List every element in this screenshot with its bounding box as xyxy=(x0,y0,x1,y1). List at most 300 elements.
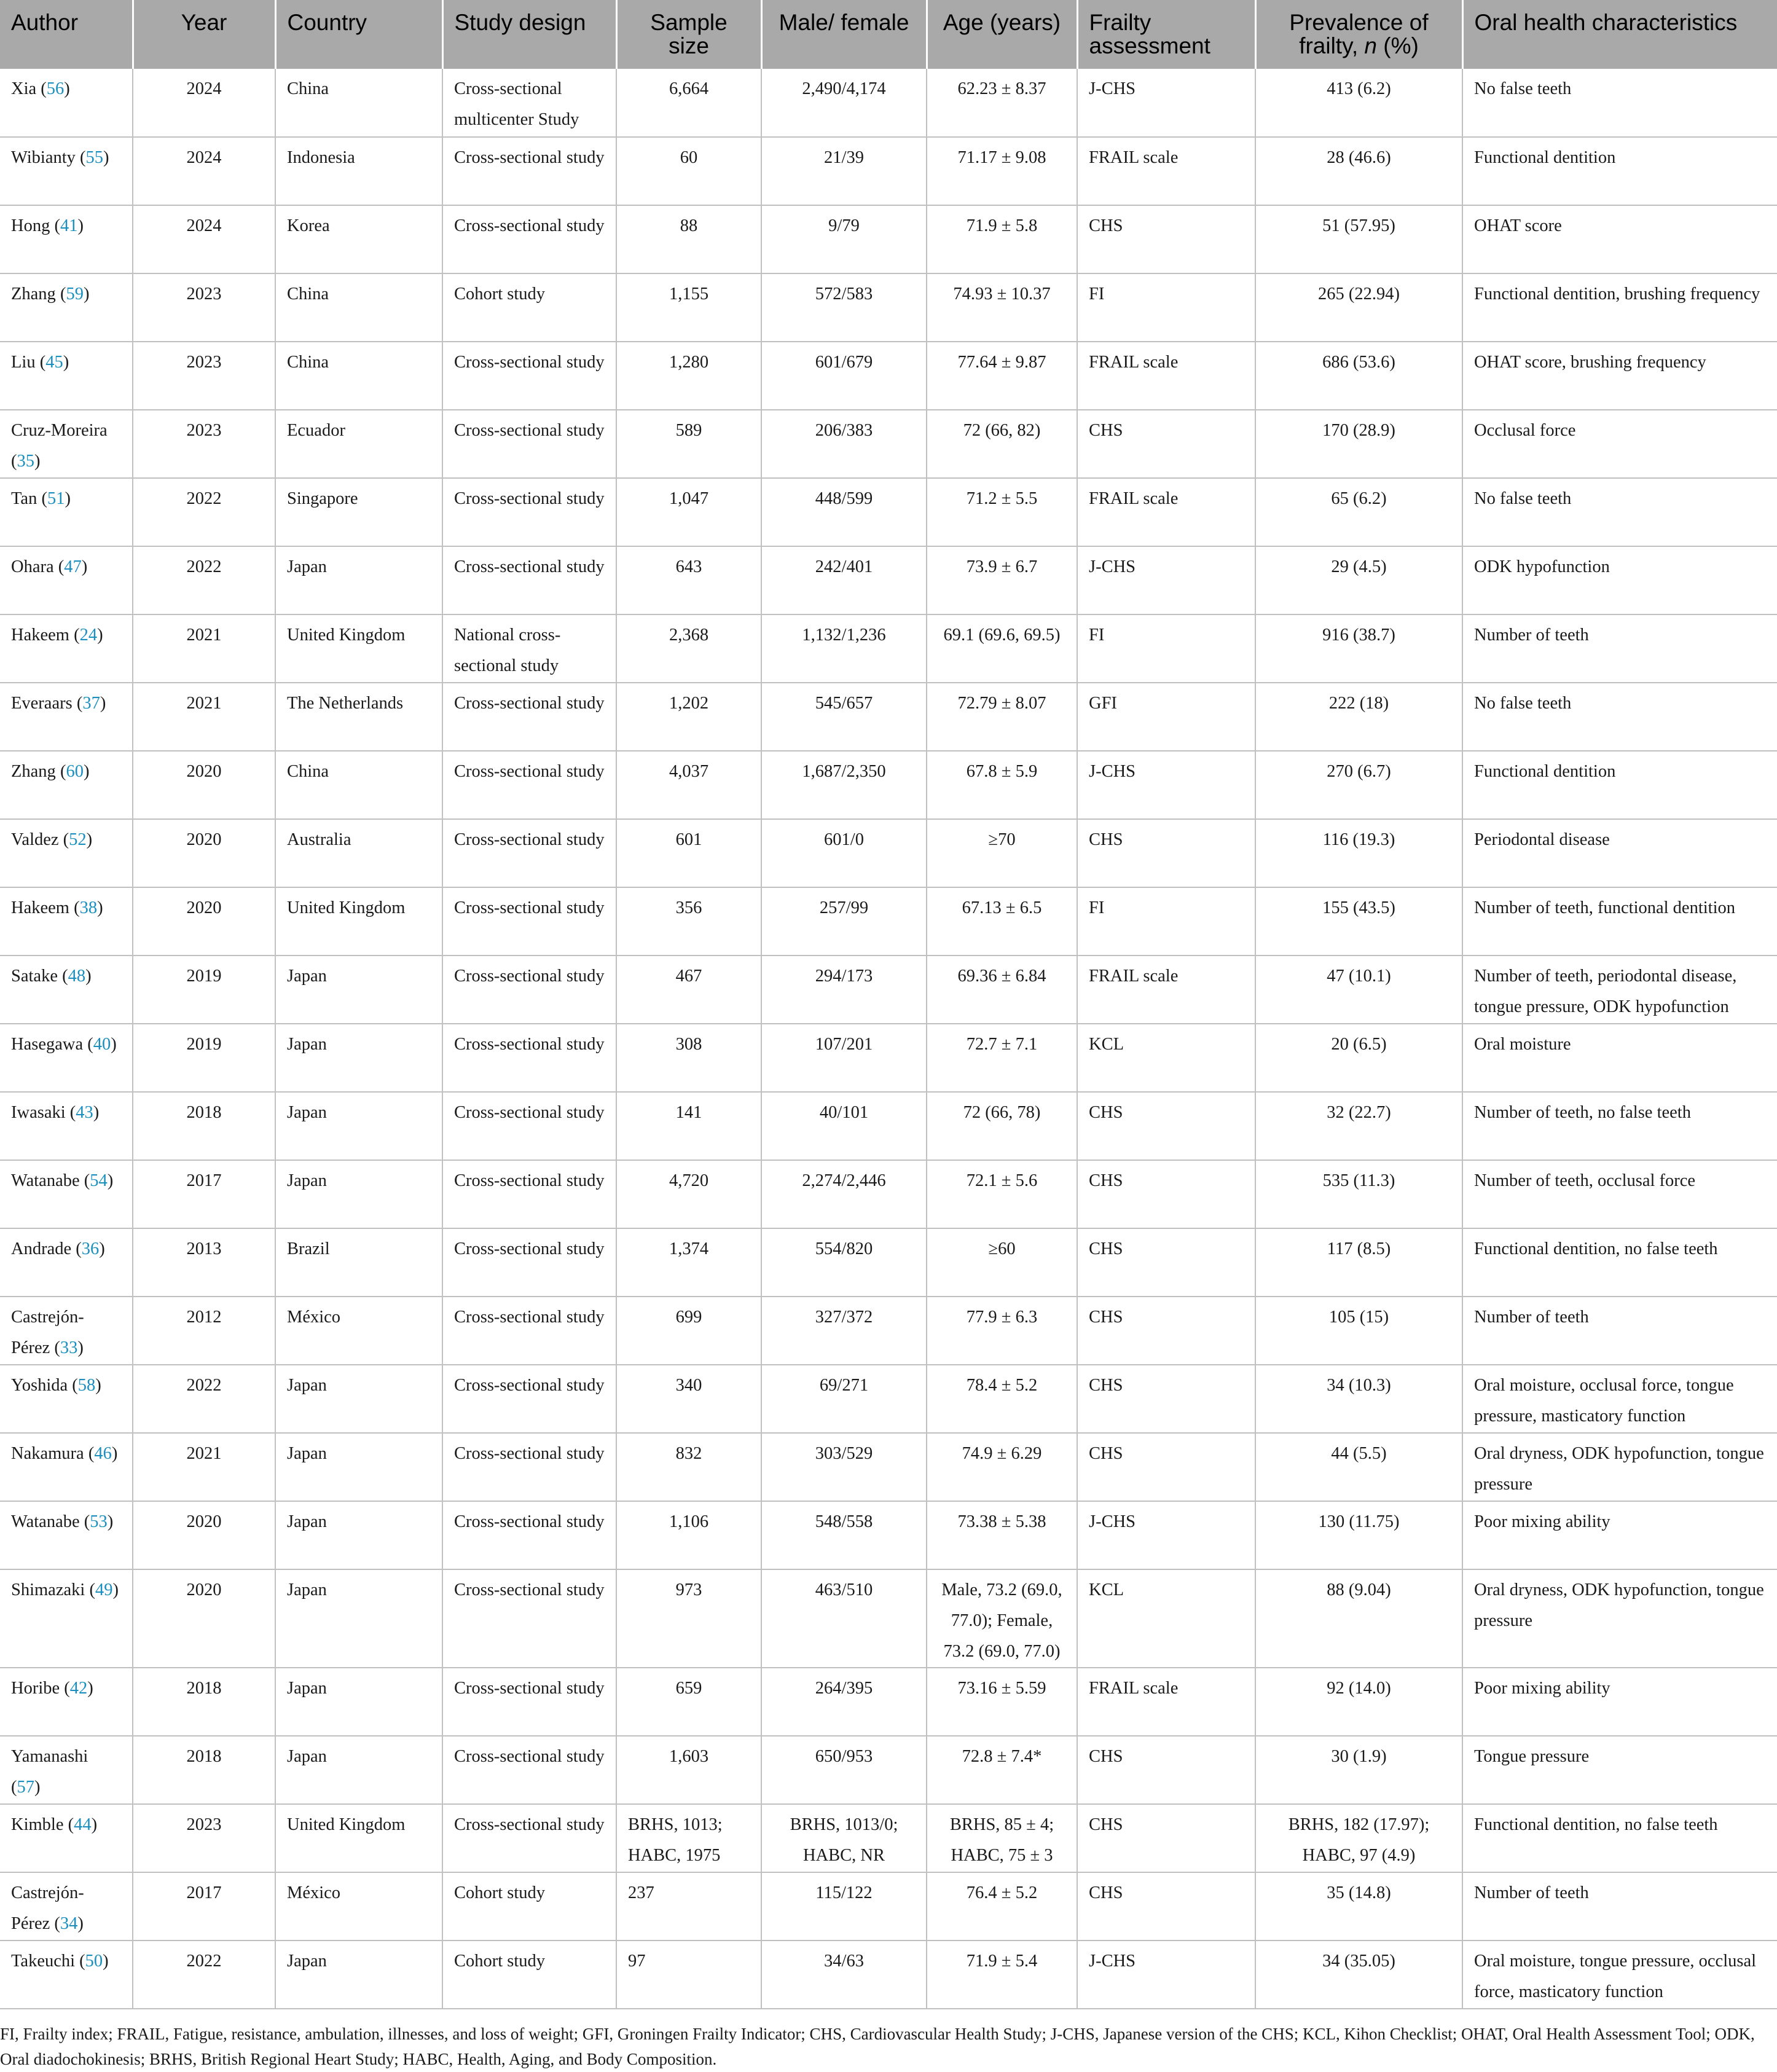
reference-link[interactable]: 47 xyxy=(64,557,82,576)
cell-study-design: Cross-sectional study xyxy=(442,819,616,887)
reference-link[interactable]: 60 xyxy=(66,762,84,781)
cell-frailty-assessment: CHS xyxy=(1077,1228,1255,1297)
author-name: Watanabe xyxy=(11,1171,80,1190)
cell-author: Yoshida (58) xyxy=(0,1365,133,1433)
cell-frailty-assessment: FRAIL scale xyxy=(1077,956,1255,1024)
cell-sample-size: 699 xyxy=(616,1297,761,1365)
cell-study-design: Cross-sectional study xyxy=(442,478,616,546)
cell-country: Australia xyxy=(275,819,442,887)
cell-oral-health: ODK hypofunction xyxy=(1462,546,1777,614)
table-row xyxy=(0,342,1777,410)
cell-study-design: Cross-sectional study xyxy=(442,1501,616,1569)
cell-year: 2017 xyxy=(133,1160,275,1228)
cell-age: 73.38 ± 5.38 xyxy=(927,1501,1077,1569)
cell-oral-health: OHAT score xyxy=(1462,205,1777,273)
cell-prevalence: 92 (14.0) xyxy=(1255,1668,1462,1736)
cell-study-design: Cross-sectional study xyxy=(442,1433,616,1501)
cell-prevalence: 155 (43.5) xyxy=(1255,887,1462,956)
cell-sample-size: 643 xyxy=(616,546,761,614)
cell-study-design: Cross-sectional study xyxy=(442,1160,616,1228)
cell-sample-size: 1,106 xyxy=(616,1501,761,1569)
cell-country: China xyxy=(275,751,442,819)
author-name: Watanabe xyxy=(11,1512,80,1531)
cell-author: Everaars (37) xyxy=(0,683,133,751)
cell-author: Shimazaki (49) xyxy=(0,1569,133,1668)
cell-country: México xyxy=(275,1297,442,1365)
cell-oral-health: Number of teeth, no false teeth xyxy=(1462,1092,1777,1160)
author-name: Kimble xyxy=(11,1815,64,1834)
author-name: Tan xyxy=(11,489,37,508)
cell-study-design: Cross-sectional study xyxy=(442,1092,616,1160)
cell-study-design: Cohort study xyxy=(442,1872,616,1941)
cell-country: Singapore xyxy=(275,478,442,546)
cell-year: 2022 xyxy=(133,478,275,546)
cell-year: 2023 xyxy=(133,342,275,410)
cell-country: Japan xyxy=(275,1941,442,2009)
cell-year: 2012 xyxy=(133,1297,275,1365)
cell-study-design: Cross-sectional multicenter Study xyxy=(442,69,616,137)
cell-study-design: Cross-sectional study xyxy=(442,683,616,751)
cell-author: Cruz-Moreira (35) xyxy=(0,410,133,478)
reference-link[interactable]: 38 xyxy=(79,898,98,917)
cell-male-female: 572/583 xyxy=(761,273,927,342)
cell-year: 2022 xyxy=(133,1365,275,1433)
cell-age: 72 (66, 78) xyxy=(927,1092,1077,1160)
reference-link[interactable]: 56 xyxy=(46,79,65,98)
reference-link[interactable]: 52 xyxy=(69,830,87,849)
cell-author: Liu (45) xyxy=(0,342,133,410)
cell-study-design: Cross-sectional study xyxy=(442,546,616,614)
cell-year: 2023 xyxy=(133,273,275,342)
cell-author: Kimble (44) xyxy=(0,1804,133,1872)
author-name: Yamanashi xyxy=(11,1747,88,1766)
author-name: Andrade xyxy=(11,1239,72,1258)
cell-frailty-assessment: CHS xyxy=(1077,1092,1255,1160)
cell-sample-size: 1,280 xyxy=(616,342,761,410)
cell-male-female: 69/271 xyxy=(761,1365,927,1433)
cell-study-design: Cross-sectional study xyxy=(442,205,616,273)
table-row xyxy=(0,69,1777,137)
cell-sample-size: 88 xyxy=(616,205,761,273)
cell-prevalence: 265 (22.94) xyxy=(1255,273,1462,342)
cell-sample-size: 6,664 xyxy=(616,69,761,137)
cell-year: 2019 xyxy=(133,1024,275,1092)
cell-oral-health: Number of teeth, periodontal disease, tongue pressure, ODK hypofunction xyxy=(1462,956,1777,1024)
cell-male-female: 242/401 xyxy=(761,546,927,614)
cell-study-design: Cross-sectional study xyxy=(442,1736,616,1804)
cell-year: 2021 xyxy=(133,614,275,683)
cell-age: 73.9 ± 6.7 xyxy=(927,546,1077,614)
cell-country: Japan xyxy=(275,1160,442,1228)
cell-oral-health: Oral moisture, occlusal force, tongue pressure, masticatory function xyxy=(1462,1365,1777,1433)
cell-year: 2019 xyxy=(133,956,275,1024)
cell-author: Xia (56) xyxy=(0,69,133,137)
header-prevalence: Prevalence of frailty, n (%) xyxy=(1255,0,1462,69)
cell-oral-health: Number of teeth xyxy=(1462,614,1777,683)
cell-study-design: Cross-sectional study xyxy=(442,1228,616,1297)
cell-male-female: 9/79 xyxy=(761,205,927,273)
cell-year: 2023 xyxy=(133,410,275,478)
cell-frailty-assessment: CHS xyxy=(1077,1365,1255,1433)
cell-year: 2021 xyxy=(133,683,275,751)
author-name: Liu xyxy=(11,353,36,372)
reference-link[interactable]: 34 xyxy=(60,1914,78,1933)
cell-oral-health: Functional dentition xyxy=(1462,751,1777,819)
table-row xyxy=(0,1365,1777,1433)
cell-age: 74.9 ± 6.29 xyxy=(927,1433,1077,1501)
author-name: Hong xyxy=(11,216,50,235)
cell-sample-size: 1,047 xyxy=(616,478,761,546)
cell-frailty-assessment: CHS xyxy=(1077,1297,1255,1365)
reference-link[interactable]: 51 xyxy=(47,489,65,508)
cell-oral-health: Oral moisture, tongue pressure, occlusal force, masticatory function xyxy=(1462,1941,1777,2009)
cell-age: 73.16 ± 5.59 xyxy=(927,1668,1077,1736)
cell-country: United Kingdom xyxy=(275,1804,442,1872)
cell-frailty-assessment: CHS xyxy=(1077,1872,1255,1941)
author-name: Nakamura xyxy=(11,1444,84,1463)
cell-oral-health: No false teeth xyxy=(1462,683,1777,751)
cell-country: United Kingdom xyxy=(275,614,442,683)
author-name: Hasegawa xyxy=(11,1035,84,1054)
table-row xyxy=(0,273,1777,342)
header-row xyxy=(0,0,1777,69)
cell-age: Male, 73.2 (69.0, 77.0); Female, 73.2 (69.0, 77.0) xyxy=(927,1569,1077,1668)
cell-sample-size: 659 xyxy=(616,1668,761,1736)
reference-link[interactable]: 57 xyxy=(17,1778,34,1797)
cell-study-design: Cross-sectional study xyxy=(442,410,616,478)
cell-author: Zhang (60) xyxy=(0,751,133,819)
cell-age: ≥60 xyxy=(927,1228,1077,1297)
cell-age: 67.13 ± 6.5 xyxy=(927,887,1077,956)
cell-year: 2020 xyxy=(133,1569,275,1668)
reference-link[interactable]: 45 xyxy=(45,353,63,372)
cell-frailty-assessment: FI xyxy=(1077,887,1255,956)
cell-sample-size: 237 xyxy=(616,1872,761,1941)
reference-link[interactable]: 59 xyxy=(66,285,84,304)
table-row xyxy=(0,1736,1777,1804)
table-row xyxy=(0,1501,1777,1569)
cell-country: Korea xyxy=(275,205,442,273)
cell-male-female: BRHS, 1013/0; HABC, NR xyxy=(761,1804,927,1872)
cell-study-design: Cross-sectional study xyxy=(442,887,616,956)
cell-country: United Kingdom xyxy=(275,887,442,956)
cell-sample-size: 589 xyxy=(616,410,761,478)
author-name: Wibianty xyxy=(11,148,76,167)
cell-frailty-assessment: CHS xyxy=(1077,819,1255,887)
author-name: Hakeem xyxy=(11,898,69,917)
cell-prevalence: BRHS, 182 (17.97); HABC, 97 (4.9) xyxy=(1255,1804,1462,1872)
cell-age: 72.8 ± 7.4* xyxy=(927,1736,1077,1804)
cell-oral-health: Periodontal disease xyxy=(1462,819,1777,887)
cell-male-female: 115/122 xyxy=(761,1872,927,1941)
reference-link[interactable]: 49 xyxy=(95,1580,113,1599)
cell-author: Hakeem (24) xyxy=(0,614,133,683)
cell-age: 72.7 ± 7.1 xyxy=(927,1024,1077,1092)
cell-male-female: 2,274/2,446 xyxy=(761,1160,927,1228)
cell-male-female: 548/558 xyxy=(761,1501,927,1569)
cell-prevalence: 130 (11.75) xyxy=(1255,1501,1462,1569)
cell-age: 71.2 ± 5.5 xyxy=(927,478,1077,546)
cell-age: 69.36 ± 6.84 xyxy=(927,956,1077,1024)
cell-frailty-assessment: FRAIL scale xyxy=(1077,478,1255,546)
cell-study-design: Cross-sectional study xyxy=(442,956,616,1024)
cell-oral-health: Occlusal force xyxy=(1462,410,1777,478)
cell-prevalence: 117 (8.5) xyxy=(1255,1228,1462,1297)
table-row xyxy=(0,956,1777,1024)
author-name: Horibe xyxy=(11,1679,60,1698)
cell-age: 62.23 ± 8.37 xyxy=(927,69,1077,137)
reference-link[interactable]: 42 xyxy=(69,1679,88,1698)
reference-link[interactable]: 41 xyxy=(60,216,78,235)
reference-link[interactable]: 44 xyxy=(74,1815,92,1834)
cell-oral-health: No false teeth xyxy=(1462,69,1777,137)
reference-link[interactable]: 33 xyxy=(60,1338,78,1357)
cell-year: 2020 xyxy=(133,887,275,956)
cell-oral-health: Functional dentition, no false teeth xyxy=(1462,1228,1777,1297)
cell-oral-health: Poor mixing ability xyxy=(1462,1668,1777,1736)
cell-country: China xyxy=(275,342,442,410)
cell-frailty-assessment: CHS xyxy=(1077,205,1255,273)
cell-male-female: 264/395 xyxy=(761,1668,927,1736)
cell-country: Japan xyxy=(275,1736,442,1804)
cell-author: Wibianty (55) xyxy=(0,137,133,205)
cell-frailty-assessment: J-CHS xyxy=(1077,69,1255,137)
cell-author: Horibe (42) xyxy=(0,1668,133,1736)
table-row xyxy=(0,410,1777,478)
cell-prevalence: 32 (22.7) xyxy=(1255,1092,1462,1160)
reference-link[interactable]: 24 xyxy=(79,626,98,645)
table-row xyxy=(0,1228,1777,1297)
cell-country: Japan xyxy=(275,1092,442,1160)
reference-link[interactable]: 55 xyxy=(85,148,104,167)
cell-study-design: Cross-sectional study xyxy=(442,1024,616,1092)
table-row xyxy=(0,614,1777,683)
cell-sample-size: 467 xyxy=(616,956,761,1024)
cell-male-female: 601/679 xyxy=(761,342,927,410)
cell-oral-health: Poor mixing ability xyxy=(1462,1501,1777,1569)
cell-male-female: 601/0 xyxy=(761,819,927,887)
cell-frailty-assessment: FI xyxy=(1077,273,1255,342)
author-name: Zhang xyxy=(11,762,56,781)
cell-oral-health: Oral dryness, ODK hypofunction, tongue pressure xyxy=(1462,1433,1777,1501)
cell-frailty-assessment: CHS xyxy=(1077,1804,1255,1872)
cell-year: 2022 xyxy=(133,546,275,614)
cell-prevalence: 413 (6.2) xyxy=(1255,69,1462,137)
table-row xyxy=(0,137,1777,205)
reference-link[interactable]: 36 xyxy=(81,1239,100,1258)
cell-frailty-assessment: CHS xyxy=(1077,410,1255,478)
cell-prevalence: 105 (15) xyxy=(1255,1297,1462,1365)
cell-country: China xyxy=(275,273,442,342)
header-sample-size: Sample size xyxy=(616,0,761,69)
cell-sample-size: 1,202 xyxy=(616,683,761,751)
cell-prevalence: 51 (57.95) xyxy=(1255,205,1462,273)
cell-author: Ohara (47) xyxy=(0,546,133,614)
reference-link[interactable]: 58 xyxy=(77,1376,96,1395)
cell-male-female: 2,490/4,174 xyxy=(761,69,927,137)
cell-author: Hakeem (38) xyxy=(0,887,133,956)
cell-study-design: Cross-sectional study xyxy=(442,137,616,205)
table-row xyxy=(0,683,1777,751)
author-name: Xia xyxy=(11,79,37,98)
cell-year: 2018 xyxy=(133,1668,275,1736)
author-name: Castrejón-Pérez xyxy=(11,1883,84,1933)
author-name: Castrejón-Pérez xyxy=(11,1308,84,1357)
cell-prevalence: 34 (10.3) xyxy=(1255,1365,1462,1433)
cell-age: 72.1 ± 5.6 xyxy=(927,1160,1077,1228)
reference-link[interactable]: 48 xyxy=(68,967,86,986)
header-frailty-assessment: Frailty assessment xyxy=(1077,0,1255,69)
cell-male-female: 34/63 xyxy=(761,1941,927,2009)
cell-author: Castrejón-Pérez (33) xyxy=(0,1297,133,1365)
cell-country: Japan xyxy=(275,1024,442,1092)
author-name: Yoshida xyxy=(11,1376,68,1395)
table-row xyxy=(0,819,1777,887)
cell-oral-health: Number of teeth, functional dentition xyxy=(1462,887,1777,956)
author-name: Satake xyxy=(11,967,58,986)
cell-country: Japan xyxy=(275,1668,442,1736)
cell-year: 2013 xyxy=(133,1228,275,1297)
author-name: Valdez xyxy=(11,830,59,849)
cell-year: 2024 xyxy=(133,69,275,137)
cell-frailty-assessment: CHS xyxy=(1077,1160,1255,1228)
cell-age: ≥70 xyxy=(927,819,1077,887)
cell-year: 2017 xyxy=(133,1872,275,1941)
cell-frailty-assessment: KCL xyxy=(1077,1569,1255,1668)
cell-year: 2024 xyxy=(133,205,275,273)
cell-author: Tan (51) xyxy=(0,478,133,546)
cell-country: Japan xyxy=(275,1501,442,1569)
cell-author: Watanabe (53) xyxy=(0,1501,133,1569)
author-name: Cruz-Moreira xyxy=(11,421,108,440)
cell-male-female: 554/820 xyxy=(761,1228,927,1297)
table-row xyxy=(0,1872,1777,1941)
header-oral-health: Oral health characteristics xyxy=(1462,0,1777,69)
cell-frailty-assessment: J-CHS xyxy=(1077,751,1255,819)
cell-oral-health: Tongue pressure xyxy=(1462,1736,1777,1804)
cell-age: 69.1 (69.6, 69.5) xyxy=(927,614,1077,683)
reference-link[interactable]: 53 xyxy=(90,1512,108,1531)
cell-author: Castrejón-Pérez (34) xyxy=(0,1872,133,1941)
cell-year: 2024 xyxy=(133,137,275,205)
reference-link[interactable]: 37 xyxy=(82,694,100,713)
cell-author: Andrade (36) xyxy=(0,1228,133,1297)
cell-prevalence: 47 (10.1) xyxy=(1255,956,1462,1024)
cell-age: 77.64 ± 9.87 xyxy=(927,342,1077,410)
cell-sample-size: 356 xyxy=(616,887,761,956)
cell-prevalence: 270 (6.7) xyxy=(1255,751,1462,819)
cell-sample-size: 97 xyxy=(616,1941,761,2009)
table-row xyxy=(0,887,1777,956)
cell-sample-size: 60 xyxy=(616,137,761,205)
reference-link[interactable]: 54 xyxy=(90,1171,108,1190)
cell-study-design: Cross-sectional study xyxy=(442,1668,616,1736)
cell-year: 2020 xyxy=(133,1501,275,1569)
cell-age: 78.4 ± 5.2 xyxy=(927,1365,1077,1433)
cell-study-design: Cohort study xyxy=(442,1941,616,2009)
cell-male-female: 545/657 xyxy=(761,683,927,751)
cell-sample-size: 1,155 xyxy=(616,273,761,342)
cell-sample-size: 1,603 xyxy=(616,1736,761,1804)
cell-oral-health: Number of teeth xyxy=(1462,1297,1777,1365)
cell-frailty-assessment: J-CHS xyxy=(1077,546,1255,614)
cell-study-design: Cross-sectional study xyxy=(442,1804,616,1872)
reference-link[interactable]: 35 xyxy=(17,452,34,471)
table-row xyxy=(0,205,1777,273)
cell-frailty-assessment: FRAIL scale xyxy=(1077,137,1255,205)
table-row xyxy=(0,1297,1777,1365)
table-footnote: FI, Frailty index; FRAIL, Fatigue, resistance, ambulation, illnesses, and loss of weight; GFI, Groningen Frailty Indicator; CHS, Cardiovascular Health Study; J-CHS, Japanese version of the CHS; KCL, Kihon Checklist; OHAT, Oral Health Assessment Tool; ODK, Oral diadochokinesis; BRHS, British Regional Heart Study; HABC, Health, Aging, and Body Composition. xyxy=(0,2025,1755,2068)
cell-country: Brazil xyxy=(275,1228,442,1297)
cell-study-design: National cross-sectional study xyxy=(442,614,616,683)
cell-frailty-assessment: FRAIL scale xyxy=(1077,342,1255,410)
cell-age: 77.9 ± 6.3 xyxy=(927,1297,1077,1365)
cell-oral-health: OHAT score, brushing frequency xyxy=(1462,342,1777,410)
cell-oral-health: Number of teeth xyxy=(1462,1872,1777,1941)
header-age: Age (years) xyxy=(927,0,1077,69)
cell-study-design: Cross-sectional study xyxy=(442,342,616,410)
table-row xyxy=(0,1092,1777,1160)
cell-oral-health: Functional dentition xyxy=(1462,137,1777,205)
header-year: Year xyxy=(133,0,275,69)
author-name: Iwasaki xyxy=(11,1103,66,1122)
cell-male-female: 650/953 xyxy=(761,1736,927,1804)
cell-author: Nakamura (46) xyxy=(0,1433,133,1501)
cell-age: BRHS, 85 ± 4; HABC, 75 ± 3 xyxy=(927,1804,1077,1872)
reference-link[interactable]: 46 xyxy=(94,1444,112,1463)
cell-male-female: 303/529 xyxy=(761,1433,927,1501)
cell-age: 72 (66, 82) xyxy=(927,410,1077,478)
table-row xyxy=(0,1569,1777,1668)
cell-prevalence: 28 (46.6) xyxy=(1255,137,1462,205)
cell-male-female: 1,687/2,350 xyxy=(761,751,927,819)
cell-sample-size: 4,720 xyxy=(616,1160,761,1228)
cell-oral-health: Functional dentition, brushing frequency xyxy=(1462,273,1777,342)
cell-year: 2021 xyxy=(133,1433,275,1501)
cell-study-design: Cross-sectional study xyxy=(442,1569,616,1668)
cell-country: México xyxy=(275,1872,442,1941)
table-row xyxy=(0,1804,1777,1872)
cell-sample-size: 601 xyxy=(616,819,761,887)
cell-frailty-assessment: GFI xyxy=(1077,683,1255,751)
reference-link[interactable]: 40 xyxy=(93,1035,111,1054)
table-row xyxy=(0,751,1777,819)
cell-prevalence: 20 (6.5) xyxy=(1255,1024,1462,1092)
cell-year: 2023 xyxy=(133,1804,275,1872)
cell-male-female: 294/173 xyxy=(761,956,927,1024)
cell-prevalence: 34 (35.05) xyxy=(1255,1941,1462,2009)
cell-frailty-assessment: J-CHS xyxy=(1077,1941,1255,2009)
cell-male-female: 21/39 xyxy=(761,137,927,205)
cell-year: 2018 xyxy=(133,1092,275,1160)
cell-prevalence: 170 (28.9) xyxy=(1255,410,1462,478)
cell-country: Indonesia xyxy=(275,137,442,205)
reference-link[interactable]: 50 xyxy=(85,1952,103,1971)
cell-sample-size: 141 xyxy=(616,1092,761,1160)
table-row xyxy=(0,478,1777,546)
cell-prevalence: 88 (9.04) xyxy=(1255,1569,1462,1668)
cell-prevalence: 686 (53.6) xyxy=(1255,342,1462,410)
cell-author: Satake (48) xyxy=(0,956,133,1024)
table-row xyxy=(0,1433,1777,1501)
author-name: Takeuchi xyxy=(11,1952,76,1971)
header-male-female: Male/ female xyxy=(761,0,927,69)
cell-study-design: Cross-sectional study xyxy=(442,751,616,819)
reference-link[interactable]: 43 xyxy=(76,1103,93,1122)
cell-prevalence: 116 (19.3) xyxy=(1255,819,1462,887)
cell-oral-health: Number of teeth, occlusal force xyxy=(1462,1160,1777,1228)
cell-prevalence: 29 (4.5) xyxy=(1255,546,1462,614)
